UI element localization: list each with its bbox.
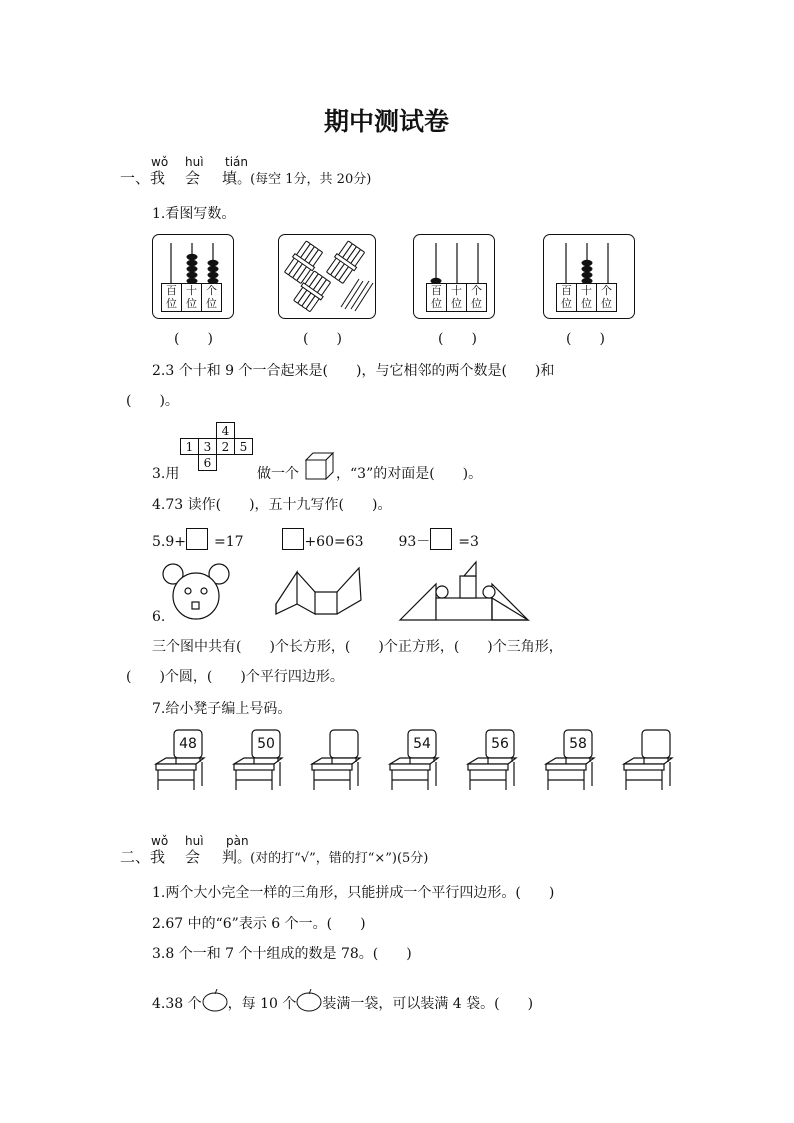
chair-6 xyxy=(542,728,598,792)
chair-number: 58 xyxy=(569,736,587,752)
q1-text: 1.看图写数。 xyxy=(152,206,236,222)
q3-suffix: ，“3”的对面是( )。 xyxy=(336,466,483,482)
chair-icon xyxy=(308,728,364,792)
pinyin-tian: tián xyxy=(225,155,248,169)
label-ones: 个位 xyxy=(466,283,487,312)
section2-heading: 二、我 会 判。(对的打“√”，错的打“×”)(5分) xyxy=(120,848,429,866)
chair-number: 48 xyxy=(179,736,197,752)
q1-blank-4[interactable]: ( ) xyxy=(566,331,605,347)
page-title: 期中测试卷 xyxy=(324,107,450,136)
label-hundreds: 百位 xyxy=(426,283,447,312)
cube-net: 4 1 3 2 5 6 xyxy=(180,422,253,471)
label-ones: 个位 xyxy=(596,283,617,312)
judge-4: 4.38 个 ，每 10 个 装满一袋，可以装满 4 袋。( ) xyxy=(152,988,533,1012)
pinyin-pan: pàn xyxy=(226,834,249,848)
mouse-face-figure xyxy=(160,562,232,624)
q3-prefix: 3.用 xyxy=(152,466,180,482)
q1-blank-3[interactable]: ( ) xyxy=(438,331,477,347)
chair-number: 56 xyxy=(491,736,509,752)
q2-line2: ( )。 xyxy=(126,393,179,409)
chair-1 xyxy=(152,728,208,792)
stick-bundles-icon xyxy=(279,235,375,318)
section1-heading: 一、我 会 填。(每空 1分，共 20分) xyxy=(120,169,372,187)
q6-num: 6. xyxy=(152,609,166,625)
pinyin-hui-2: huì xyxy=(185,834,204,848)
chairs-row xyxy=(152,728,672,794)
boat-figure xyxy=(398,558,530,622)
cube-icon xyxy=(305,452,335,480)
chair-4 xyxy=(386,728,442,792)
q7-text: 7.给小凳子编上号码。 xyxy=(152,701,292,717)
q6-line1: 三个图中共有( )个长方形，( )个正方形，( )个三角形， xyxy=(152,639,563,655)
q5-box-1[interactable] xyxy=(186,528,208,550)
pinyin-wo-2: wǒ xyxy=(151,834,169,848)
chair-2 xyxy=(230,728,286,792)
label-tens: 十位 xyxy=(181,283,202,312)
chair-3 xyxy=(308,728,364,792)
label-tens: 十位 xyxy=(446,283,467,312)
label-hundreds: 百位 xyxy=(556,283,577,312)
label-ones: 个位 xyxy=(201,283,222,312)
apple-icon xyxy=(296,988,322,1012)
q5-box-2[interactable] xyxy=(282,528,304,550)
judge-2: 2.67 中的“6”表示 6 个一。( ) xyxy=(152,916,366,932)
q3-middle: 做一个 xyxy=(257,466,299,482)
q6-line2: ( )个圆，( )个平行四边形。 xyxy=(126,669,344,685)
q5-problems: 5.9+ =17 +60=63 93－ =3 xyxy=(152,534,479,550)
q1-blank-1[interactable]: ( ) xyxy=(174,331,213,347)
chair-number: 50 xyxy=(257,736,275,752)
folded-parallelograms-figure xyxy=(273,564,365,618)
chair-number: 54 xyxy=(413,736,431,752)
chair-5 xyxy=(464,728,520,792)
q5-box-3[interactable] xyxy=(430,528,452,550)
abacus-card-1 xyxy=(152,234,234,319)
apple-icon xyxy=(202,988,228,1012)
q2-line1: 2.3 个十和 9 个一合起来是( )，与它相邻的两个数是( )和 xyxy=(152,363,555,379)
abacus-card-3 xyxy=(413,234,495,319)
judge-1: 1.两个大小完全一样的三角形，只能拼成一个平行四边形。( ) xyxy=(152,885,555,901)
label-tens: 十位 xyxy=(576,283,597,312)
label-hundreds: 百位 xyxy=(161,283,182,312)
chair-7 xyxy=(620,728,676,792)
abacus-card-4 xyxy=(543,234,635,319)
sticks-card xyxy=(278,234,376,319)
q4-text: 4.73 读作( )，五十九写作( )。 xyxy=(152,497,392,513)
judge-3: 3.8 个一和 7 个十组成的数是 78。( ) xyxy=(152,946,412,962)
pinyin-hui: huì xyxy=(185,155,204,169)
q1-blank-2[interactable]: ( ) xyxy=(303,331,342,347)
pinyin-wo: wǒ xyxy=(151,155,169,169)
chair-icon xyxy=(620,728,676,792)
